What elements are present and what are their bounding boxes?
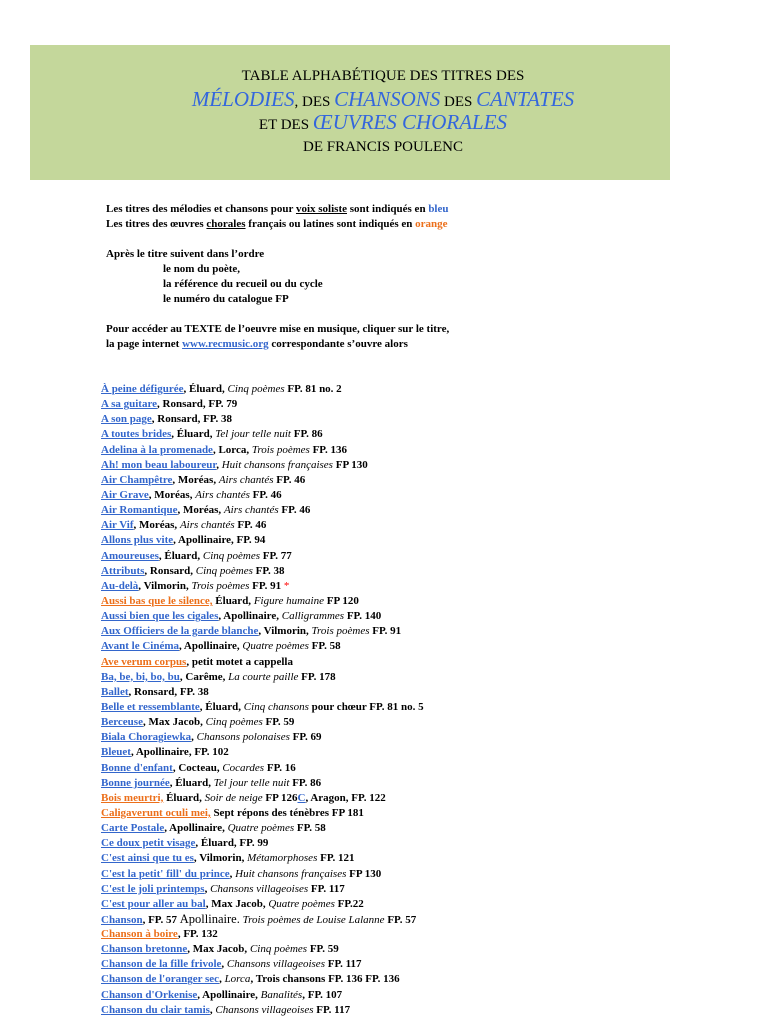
list-item <box>101 670 424 685</box>
entry-details: Éluard, <box>212 594 254 607</box>
title-link[interactable]: Air Champêtre <box>101 473 173 486</box>
entry-details: FP. 59 <box>262 716 295 729</box>
title-link[interactable]: À peine défigurée <box>101 383 184 395</box>
entry-details: pour chœur FP. 81 no. 5 <box>308 700 424 713</box>
entry-details: , Apollinaire, FP. 94 <box>173 534 266 547</box>
entry-details: FP. 86 <box>289 776 322 789</box>
legend-text: français ou latines sont indiqués en <box>245 218 416 230</box>
entry-details: FP. 46 <box>273 473 306 486</box>
list-item <box>101 761 424 776</box>
legend-keyword: voix soliste <box>295 203 347 215</box>
collection-name: Airs chantés <box>218 473 274 486</box>
title-link[interactable]: Bonne journée <box>101 776 170 789</box>
collection-name: Airs chantés <box>195 488 250 501</box>
entry-details: , Vilmorin, <box>258 625 312 638</box>
list-item <box>101 700 424 715</box>
entry-details: FP. 16 <box>264 761 296 774</box>
entry-details: FP. 46 <box>249 488 282 501</box>
list-item <box>101 655 424 670</box>
entry-details: , Carême, <box>179 670 229 683</box>
title-melodies: MÉLODIES <box>191 87 295 111</box>
collection-name: Trois poèmes <box>251 443 310 456</box>
entry-details: , FP. 132 <box>177 928 218 941</box>
entry-details: , <box>221 958 227 971</box>
title-link[interactable]: A sa guitare <box>101 398 158 411</box>
order-item-collection: la référence du recueil ou du cycle <box>163 278 323 290</box>
entry-details: FP. 77 <box>260 549 292 562</box>
list-item <box>101 533 424 548</box>
title-oeuvres-chorales: ŒUVRES CHORALES <box>312 110 508 134</box>
list-item <box>101 639 424 654</box>
entry-details: FP. 58 <box>294 822 326 835</box>
title-link[interactable]: Chanson d'Orkenise <box>101 988 198 1001</box>
title-index-list <box>101 382 424 1018</box>
collection-name: Cinq chansons <box>243 700 309 713</box>
entry-details: , <box>229 867 236 880</box>
legend-choral <box>106 217 449 232</box>
title-link[interactable]: Attributs <box>101 564 145 577</box>
list-item <box>101 867 424 882</box>
title-link[interactable]: Bonne d'enfant <box>101 761 173 774</box>
entry-details: , Aragon, FP. 122 <box>305 791 386 804</box>
collection-name: Cocardes <box>222 761 265 774</box>
list-item <box>101 382 424 397</box>
reference-link[interactable]: C <box>297 791 306 804</box>
title-link[interactable]: A son page <box>101 413 152 426</box>
entry-details: FP. 91 <box>369 625 402 638</box>
entry-details: , Moréas, <box>177 504 224 517</box>
title-link[interactable]: Berceuse <box>101 716 143 729</box>
order-item-poet: le nom du poète, <box>163 263 240 275</box>
entry-details: FP.22 <box>334 897 364 910</box>
entry-details: FP 126 <box>262 791 298 804</box>
entry-details: , Max Jacob, <box>187 943 250 956</box>
list-item <box>101 427 424 442</box>
entry-details: , Max Jacob, <box>205 897 269 910</box>
title-link[interactable]: Belle et ressemblante <box>101 700 200 713</box>
access-instructions: Pour accéder au TEXTE de l’oeuvre mise en musique, cliquer sur le titre, <box>106 323 450 335</box>
collection-name: Trois poèmes <box>191 579 250 592</box>
list-item <box>101 882 424 897</box>
entry-details: , Éluard, <box>158 549 203 562</box>
entry-details: , Cocteau, <box>172 761 223 774</box>
title-link[interactable]: Chanson <box>101 913 143 926</box>
choral-title-link[interactable]: Ave verum corpus <box>101 655 187 668</box>
title-link[interactable]: Biala Choragiewka <box>101 731 192 744</box>
entry-details: , Apollinaire, <box>179 640 243 653</box>
title-link[interactable]: C'est la petit' fill' du prince <box>101 867 230 880</box>
list-item <box>101 503 424 518</box>
title-link[interactable]: Ah! mon beau laboureur <box>101 458 217 471</box>
collection-name: Soir de neige <box>204 791 263 804</box>
order-item-catalogue: le numéro du catalogue FP <box>163 293 289 305</box>
entry-details: , <box>219 973 225 986</box>
entry-details: , Vilmorin, <box>193 852 248 865</box>
entry-details: , Moréas, <box>172 473 219 486</box>
title-link[interactable]: Ballet <box>101 685 129 698</box>
collection-name: Quatre poèmes <box>227 822 295 835</box>
entry-details: , FP. 57 <box>142 913 180 926</box>
entry-details: FP 130 <box>332 458 368 471</box>
entry-details: FP. 38 <box>252 564 285 577</box>
collection-name: Quatre poèmes <box>268 897 335 910</box>
entry-details: FP. 140 <box>344 610 382 623</box>
entry-details: , Éluard, <box>183 383 228 395</box>
choral-title-link[interactable]: Chanson à boire <box>101 928 178 941</box>
collection-name: Figure humaine <box>253 594 324 607</box>
choral-title-link[interactable]: Caligaverunt oculi mei, <box>101 806 211 819</box>
collection-name: La courte paille <box>228 670 299 683</box>
access-text: correspondante s’ouvre alors <box>268 338 408 350</box>
list-item <box>101 715 424 730</box>
collection-name: Calligrammes <box>281 610 345 623</box>
title-link[interactable]: C'est ainsi que tu es <box>101 852 194 865</box>
entry-details: , Éluard, <box>169 776 214 789</box>
title-chansons: CHANSONS <box>334 87 441 111</box>
title-link[interactable]: A toutes brides <box>101 428 172 441</box>
entry-details: , FP. 107 <box>302 988 343 1001</box>
collection-name: Cinq poèmes <box>195 564 253 577</box>
list-item <box>101 972 424 987</box>
title-link[interactable]: Bleuet <box>101 746 131 759</box>
title-link[interactable]: Air Vif <box>101 519 134 532</box>
collection-name: Tel jour telle nuit <box>213 776 290 789</box>
list-item <box>101 851 424 866</box>
legend-voice <box>106 202 449 217</box>
entry-details: , Ronsard, <box>144 564 196 577</box>
legend-text: Les titres des mélodies et chansons pour <box>106 203 296 215</box>
list-item <box>101 1003 424 1018</box>
collection-name: Airs chantés <box>179 519 235 532</box>
entry-details: , Max Jacob, <box>142 716 206 729</box>
collection-name: Cinq poèmes <box>205 716 263 729</box>
collection-name: Cinq poèmes <box>249 943 308 956</box>
title-link[interactable]: Allons plus vite <box>101 534 174 547</box>
list-item <box>101 927 424 942</box>
title-link[interactable]: Adelina à la promenade <box>101 443 213 456</box>
title-link[interactable]: Avant le Cinéma <box>101 640 180 653</box>
entry-details: FP. 91 <box>249 579 284 592</box>
choral-title-link[interactable]: Aussi bas que le silence, <box>101 594 213 607</box>
list-item <box>101 624 424 639</box>
entry-details: , Ronsard, FP. 38 <box>128 685 209 698</box>
title-connector: ET DES <box>258 117 313 133</box>
list-item <box>101 988 424 1003</box>
entry-details: FP. 57 <box>384 913 417 926</box>
legend-color-blue: bleu <box>428 203 449 215</box>
list-item <box>101 518 424 533</box>
list-item <box>101 397 424 412</box>
collection-name: Lorca <box>224 973 251 986</box>
title-link[interactable]: C'est pour aller au bal <box>101 897 206 910</box>
title-line-1: TABLE ALPHABÉTIQUE DES TITRES DES <box>241 68 525 84</box>
list-item <box>101 488 424 503</box>
entry-details: , Moréas, <box>133 519 180 532</box>
entry-details: , Ronsard, FP. 38 <box>151 413 233 426</box>
entry-details: , Éluard, <box>171 428 216 441</box>
list-item <box>101 897 424 912</box>
legend-keyword: chorales <box>206 218 246 230</box>
spacer <box>106 307 449 322</box>
list-item <box>101 745 424 760</box>
list-item <box>101 473 424 488</box>
collection-name: Cinq poèmes <box>227 383 285 395</box>
title-link[interactable]: Carte Postale <box>101 822 165 835</box>
list-item <box>101 412 424 427</box>
collection-name: Chansons villageoises <box>210 882 309 895</box>
title-link[interactable]: Au-delà <box>101 579 139 592</box>
list-item <box>101 821 424 836</box>
title-link[interactable]: Chanson de l'oranger sec <box>101 973 220 986</box>
entry-details: , Apollinaire, <box>197 988 261 1001</box>
entry-details: , Apollinaire, <box>164 822 228 835</box>
entry-details: , <box>209 1003 216 1016</box>
list-item <box>101 564 424 579</box>
entry-details: , Apollinaire, <box>218 610 282 623</box>
title-connector: DES <box>440 94 477 110</box>
collection-name: Banalités <box>260 988 303 1001</box>
title-link[interactable]: Ba, be, bi, bo, bu <box>101 670 180 683</box>
entry-details: , Lorca, <box>212 443 252 456</box>
entry-details: , petit motet a cappella <box>186 655 293 668</box>
collection-name: Quatre poèmes <box>242 640 309 653</box>
list-item <box>101 836 424 851</box>
title-link[interactable]: Aussi bien que les cigales <box>101 610 219 623</box>
list-item <box>101 685 424 700</box>
intro-notes <box>106 202 449 352</box>
entry-details: FP. 46 <box>278 504 311 517</box>
recmusic-link[interactable]: www.recmusic.org <box>182 338 269 350</box>
collection-name: Tel jour telle nuit <box>215 428 291 441</box>
entry-details: FP. 58 <box>308 640 341 653</box>
list-item <box>101 458 424 473</box>
legend-text: sont indiqués en <box>347 203 429 215</box>
collection-name: Huit chansons françaises <box>235 867 347 880</box>
list-item <box>101 957 424 972</box>
entry-details: , Ronsard, FP. 79 <box>157 398 238 411</box>
list-item <box>101 776 424 791</box>
entry-details: , Éluard, FP. 99 <box>195 837 269 850</box>
footnote-marker: * <box>283 579 290 592</box>
list-item <box>101 791 424 806</box>
title-composer: DE FRANCIS POULENC <box>302 139 464 155</box>
entry-details: , Moréas, <box>148 488 196 501</box>
title-link[interactable]: Aux Officiers de la garde blanche <box>101 625 259 638</box>
legend-text: Les titres des œuvres <box>106 218 207 230</box>
order-intro: Après le titre suivent dans l’ordre <box>106 248 265 260</box>
collection-name: Métamorphoses <box>247 852 318 865</box>
collection-name: Chansons villageoises <box>226 958 325 971</box>
list-item <box>101 730 424 745</box>
entry-details: , Trois chansons FP. 136 FP. 136 <box>250 973 400 986</box>
entry-details: , Apollinaire, FP. 102 <box>130 746 229 759</box>
entry-details: , <box>191 731 197 744</box>
title-cantates: CANTATES <box>476 87 575 111</box>
collection-name: Chansons villageoises <box>215 1003 314 1016</box>
collection-name: Trois poèmes de Louise Lalanne <box>239 913 385 926</box>
title-link[interactable]: Chanson du clair tamis <box>101 1003 210 1016</box>
list-item <box>101 443 424 458</box>
list-item <box>101 549 424 564</box>
poet-name: Apollinaire. <box>179 911 240 926</box>
entry-details: FP. 117 <box>308 882 345 895</box>
title-link[interactable]: C'est le joli printemps <box>101 882 205 895</box>
entry-details: Sept répons des ténèbres FP 181 <box>210 806 364 819</box>
entry-details: FP 130 <box>346 867 382 880</box>
entry-details: FP. 69 <box>289 731 322 744</box>
list-item <box>101 912 424 927</box>
title-link[interactable]: Air Romantique <box>101 504 178 517</box>
entry-details: FP 120 <box>323 594 359 607</box>
title-link[interactable]: Air Grave <box>101 488 149 501</box>
list-item <box>101 942 424 957</box>
legend-color-orange: orange <box>415 218 448 230</box>
entry-details: FP. 136 <box>309 443 348 456</box>
collection-name: Trois poèmes <box>311 625 370 638</box>
entry-details: Éluard, <box>163 791 205 804</box>
entry-details: FP. 81 no. 2 <box>284 383 342 395</box>
entry-details: FP. 121 <box>317 852 355 865</box>
title-link[interactable]: Amoureuses <box>101 549 159 562</box>
title-banner <box>30 45 670 180</box>
entry-details: FP. 117 <box>313 1003 351 1016</box>
entry-details: , Vilmorin, <box>138 579 192 592</box>
collection-name: Cinq poèmes <box>202 549 261 562</box>
entry-details: FP. 178 <box>298 670 336 683</box>
entry-details: FP. 117 <box>324 958 362 971</box>
title-line-2 <box>96 88 670 111</box>
title-link[interactable]: Chanson bretonne <box>101 943 188 956</box>
title-link[interactable]: Ce doux petit visage <box>101 837 196 850</box>
entry-details: FP. 86 <box>290 428 323 441</box>
collection-name: Airs chantés <box>223 504 279 517</box>
entry-details: , Éluard, <box>199 700 244 713</box>
title-connector: , DES <box>294 94 335 110</box>
spacer <box>106 232 449 247</box>
entry-details: FP. 46 <box>234 519 267 532</box>
entry-details: FP. 59 <box>307 943 339 956</box>
list-item <box>101 806 424 821</box>
access-instructions-2 <box>106 337 449 352</box>
list-item <box>101 579 424 594</box>
title-link[interactable]: Chanson de la fille frivole <box>101 958 222 971</box>
entry-details: , <box>204 882 211 895</box>
list-item <box>101 609 424 624</box>
collection-name: Huit chansons françaises <box>221 458 333 471</box>
choral-title-link[interactable]: Bois meurtri, <box>101 791 164 804</box>
title-line-3 <box>96 111 670 134</box>
list-item <box>101 594 424 609</box>
collection-name: Chansons polonaises <box>196 731 290 744</box>
entry-details: , <box>216 458 222 471</box>
access-text: la page internet <box>106 338 183 350</box>
